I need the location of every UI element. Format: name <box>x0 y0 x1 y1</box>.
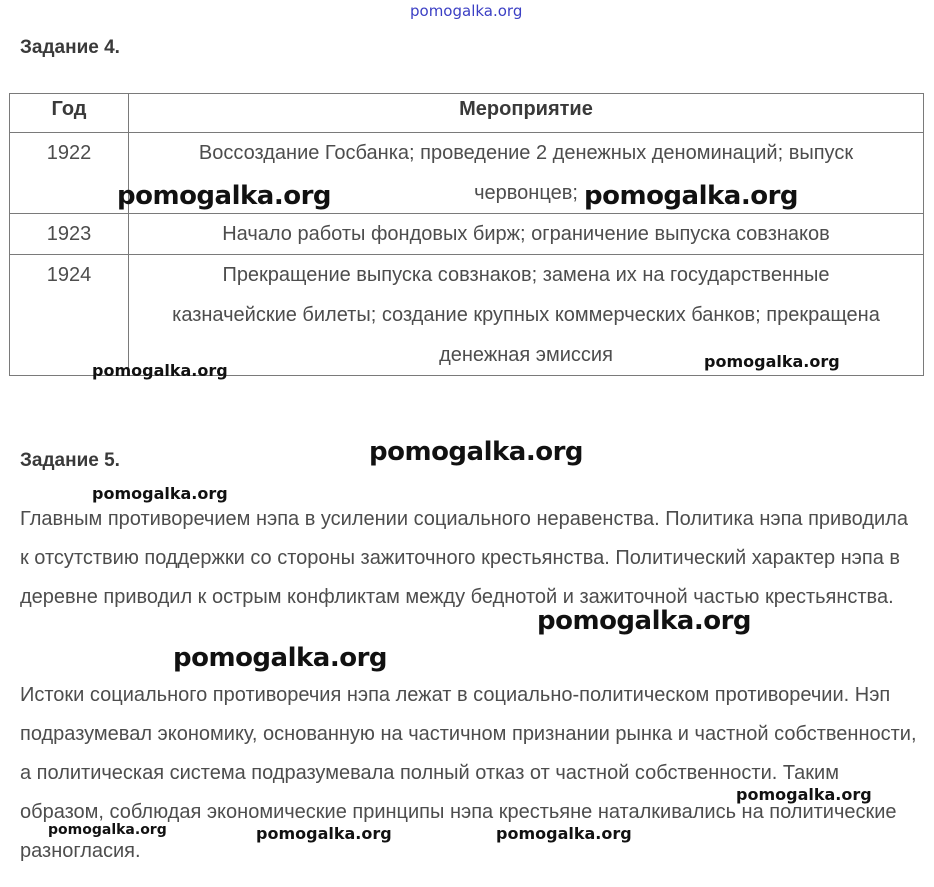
watermark-text: pomogalka.org <box>92 361 228 380</box>
answer-paragraph-1: Главным противоречием нэпа в усилении социального неравенства. Политика нэпа приводила к отсутствию поддержки со стороны зажиточного крестьянства. Политический характер нэпа в деревне приводил к острым конфликтам между беднотой и зажиточной частью крестьянства. <box>20 508 908 608</box>
task-4-heading: Задание 4. <box>20 37 120 58</box>
watermark-text: pomogalka.org <box>48 822 167 838</box>
watermark-text: pomogalka.org <box>537 606 752 636</box>
site-header-watermark: pomogalka.org <box>410 2 523 20</box>
event-text: Воссоздание Госбанка; проведение 2 денежных деноминаций; выпуск червонцев; <box>198 142 854 204</box>
year-cell: 1923 <box>10 214 129 255</box>
answer-paragraph-2: Истоки социального противоречия нэпа лежат в социально-политическом противоречии. Нэп подразумевал экономику, основанную на частичном признании рынка и частной собственности, а политическая система подразумевала полный отказ от частной собственности. Таким образом, соблюдая экономические принципы нэпа крестьяне наталкивались на политические разногласия. <box>20 684 917 862</box>
event-cell <box>129 214 924 255</box>
table-row <box>10 214 924 255</box>
monetary-reform-table <box>9 93 924 376</box>
watermark-text: pomogalka.org <box>584 181 799 211</box>
event-text: Прекращение выпуска совзнаков; замена их на государственные казначейские билеты; создание крупных коммерческих банков; прекращена денежная эмиссия <box>172 264 880 366</box>
year-cell: 1924 <box>10 255 129 376</box>
watermark-text: pomogalka.org <box>256 824 392 843</box>
watermark-text: pomogalka.org <box>704 352 840 371</box>
event-text: Начало работы фондовых бирж; ограничение выпуска совзнаков <box>222 223 830 245</box>
table-header-row <box>10 94 924 133</box>
year-column-header: Год <box>10 94 129 133</box>
year-cell: 1922 <box>10 133 129 214</box>
watermark-text: pomogalka.org <box>496 824 632 843</box>
event-column-header: Мероприятие <box>129 94 924 133</box>
watermark-text: pomogalka.org <box>117 181 332 211</box>
watermark-text: pomogalka.org <box>173 643 388 673</box>
watermark-text: pomogalka.org <box>369 437 584 467</box>
watermark-text: pomogalka.org <box>92 484 228 503</box>
watermark-text: pomogalka.org <box>736 785 872 804</box>
task-5-heading: Задание 5. <box>20 450 120 471</box>
